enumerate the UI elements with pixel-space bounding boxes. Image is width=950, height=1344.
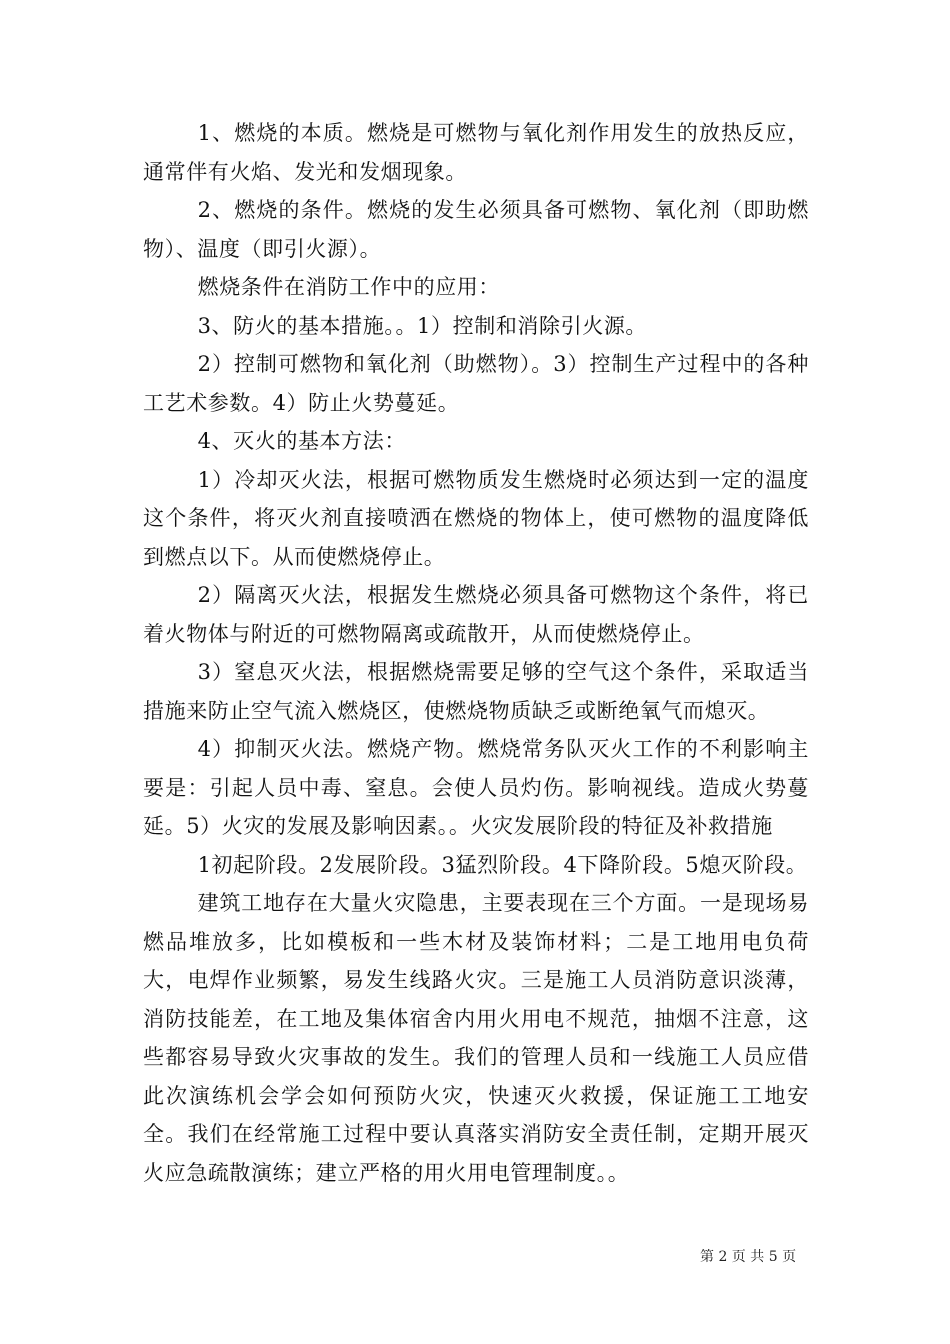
paragraph-extinguishing-methods-heading: 4、灭火的基本方法： <box>197 429 406 453</box>
paragraph-fire-stages: 1初起阶段。2发展阶段。3猛烈阶段。4下降阶段。5熄灭阶段。 <box>197 852 808 877</box>
paragraph-fire-prevention-measures: 3、防火的基本措施。。1）控制和消除引火源。 <box>197 313 648 338</box>
document-body <box>143 114 809 1192</box>
paragraph-construction-site-hazards: 建筑工地存在大量火灾隐患，主要表现在三个方面。一是现场易燃品堆放多，比如模板和一些木材及装饰材料；二是工地用电负荷大，电焊作业频繁，易发生线路火灾。三是施工人员消防意识淡薄，消防技能差，在工地及集体宿舍内用火用电不规范，抽烟不注意，这些都容易导致火灾事故的发生。我们的管理人员和一线施工人员应借此次演练机会学会如何预防火灾，快速灭火救援，保证施工工地安全。我们在经常施工过程中要认真落实消防安全责任制，定期开展灭火应急疏散演练；建立严格的用火用电管理制度。。 <box>143 891 809 1185</box>
paragraph-control-measures: 2）控制可燃物和氧化剂（助燃物）。3）控制生产过程中的各种工艺术参数。4）防止火势蔓延。 <box>143 352 809 415</box>
page-number: 第 2 页 共 5 页 <box>700 1249 797 1265</box>
paragraph-combustion-essence: 1、燃烧的本质。燃烧是可燃物与氧化剂作用发生的放热反应，通常伴有火焰、发光和发烟现象。 <box>143 121 809 184</box>
paragraph-combustion-conditions: 2、燃烧的条件。燃烧的发生必须具备可燃物、氧化剂（即助燃物）、温度（即引火源）。 <box>143 198 809 261</box>
paragraph-application-heading: 燃烧条件在消防工作中的应用： <box>197 275 500 299</box>
paragraph-smothering-method: 3）窒息灭火法，根据燃烧需要足够的空气这个条件，采取适当措施来防止空气流入燃烧区，使燃烧物质缺乏或断绝氧气而熄灭。 <box>143 660 809 723</box>
paragraph-cooling-method: 1）冷却灭火法，根据可燃物质发生燃烧时必须达到一定的温度这个条件，将灭火剂直接喷洒在燃烧的物体上，使可燃物的温度降低到燃点以下。从而使燃烧停止。 <box>143 467 809 569</box>
paragraph-suppression-method: 4）抑制灭火法。燃烧产物。燃烧常务队灭火工作的不利影响主要是：引起人员中毒、窒息。会使人员灼伤。影响视线。造成火势蔓延。5）火灾的发展及影响因素。。火灾发展阶段的特征及补救措施 <box>143 737 809 838</box>
paragraph-isolation-method: 2）隔离灭火法，根据发生燃烧必须具备可燃物这个条件，将已着火物体与附近的可燃物隔离或疏散开，从而使燃烧停止。 <box>143 583 809 646</box>
